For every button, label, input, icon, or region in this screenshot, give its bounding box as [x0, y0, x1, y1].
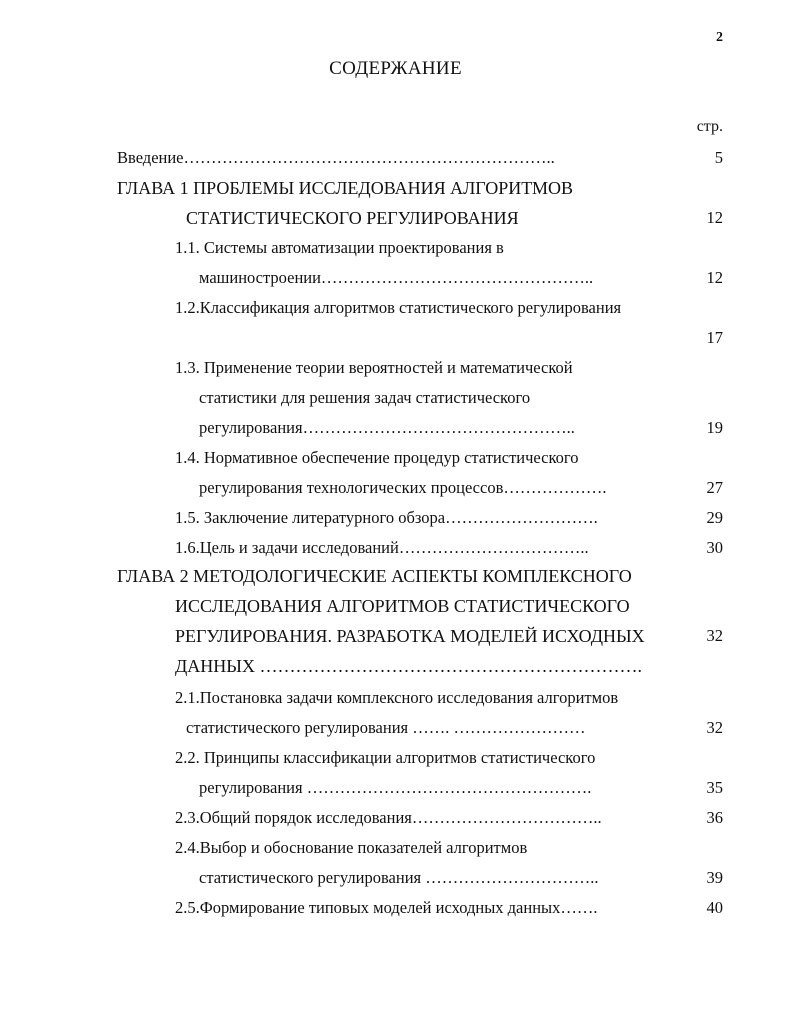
toc-page-chapter-1: 12 [706, 208, 723, 227]
page-title: СОДЕРЖАНИЕ [329, 58, 462, 79]
toc-entry-1-5: 1.5. Заключение литературного обзора………………………. [175, 508, 598, 527]
toc-chapter-2-line-4: ДАННЫХ ………………………………………………………. [175, 656, 642, 676]
toc-entry-1-4-line-2: регулирования технологических процессов………………. [199, 478, 607, 497]
toc-page-1-1: 12 [706, 268, 723, 287]
toc-entry-2-1-line-1: 2.1.Постановка задачи комплексного исследования алгоритмов [175, 688, 619, 707]
toc-page-2-3: 36 [706, 808, 723, 827]
toc-entry-1-1-line-2: машиностроении………………………………………….. [199, 268, 594, 287]
toc-chapter-2-line-3: РЕГУЛИРОВАНИЯ. РАЗРАБОТКА МОДЕЛЕЙ ИСХОДНЫХ [175, 626, 645, 646]
toc-chapter-1-line-1: ГЛАВА 1 ПРОБЛЕМЫ ИССЛЕДОВАНИЯ АЛГОРИТМОВ [117, 178, 574, 198]
toc-chapter-2-line-1: ГЛАВА 2 МЕТОДОЛОГИЧЕСКИЕ АСПЕКТЫ КОМПЛЕКСНОГО [117, 566, 632, 586]
toc-page-1-4: 27 [706, 478, 723, 497]
toc-entry-1-6: 1.6.Цель и задачи исследований…………………………….. [175, 538, 589, 557]
toc-page-intro: 5 [714, 148, 723, 167]
toc-page-2-2: 35 [706, 778, 723, 797]
toc-entry-2-2-line-2: регулирования ……………………………………………. [199, 778, 592, 797]
toc-entry-2-5: 2.5.Формирование типовых моделей исходных данных……. [175, 898, 598, 917]
toc-chapter-2-line-2: ИССЛЕДОВАНИЯ АЛГОРИТМОВ СТАТИСТИЧЕСКОГО [175, 596, 630, 616]
toc-entry-1-1-line-1: 1.1. Системы автоматизации проектирования в [175, 238, 504, 257]
toc-entry-1-3-line-3: регулирования………………………………………….. [199, 418, 575, 437]
toc-page-1-3: 19 [706, 418, 723, 437]
toc-entry-intro: Введение………………………………………………………….. [117, 148, 555, 167]
toc-page-1-2: 17 [706, 328, 723, 347]
toc-entry-1-3-line-1: 1.3. Применение теории вероятностей и математической [175, 358, 573, 377]
toc-entry-1-4-line-1: 1.4. Нормативное обеспечение процедур статистического [175, 448, 579, 467]
toc-entry-2-2-line-1: 2.2. Принципы классификации алгоритмов статистического [175, 748, 596, 767]
toc-page-2-4: 39 [706, 868, 723, 887]
toc-entry-2-4-line-1: 2.4.Выбор и обоснование показателей алгоритмов [175, 838, 528, 857]
toc-entry-1-2: 1.2.Классификация алгоритмов статистического регулирования [175, 298, 622, 317]
page-column-header: стр. [696, 118, 723, 135]
toc-entry-1-3-line-2: статистики для решения задач статистического [199, 388, 531, 407]
toc-page-1-5: 29 [706, 508, 723, 527]
toc-chapter-1-line-2: СТАТИСТИЧЕСКОГО РЕГУЛИРОВАНИЯ [186, 208, 519, 228]
toc-page-2-1: 32 [706, 718, 723, 737]
toc-entry-2-1-line-2: статистического регулирования ……. …………………… [186, 718, 586, 737]
toc-page-2-5: 40 [706, 898, 723, 917]
toc-entry-2-4-line-2: статистического регулирования ………………………….. [199, 868, 599, 887]
page-number: 2 [716, 30, 723, 45]
toc-page-chapter-2: 32 [706, 626, 723, 645]
toc-page-1-6: 30 [706, 538, 723, 557]
toc-entry-2-3: 2.3.Общий порядок исследования…………………………….. [175, 808, 602, 827]
